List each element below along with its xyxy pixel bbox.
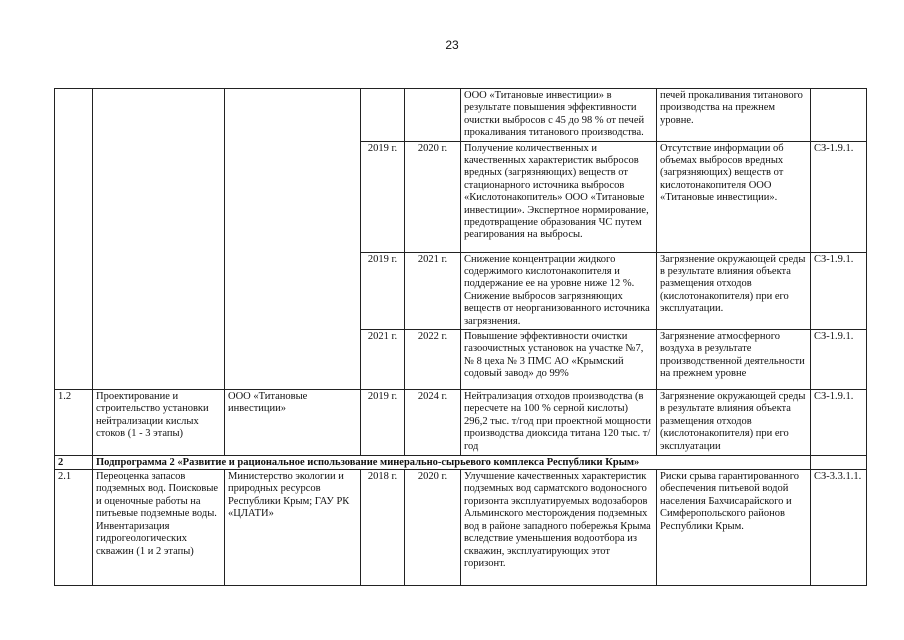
row-description: Улучшение качественных характеристик подземных вод сарматского водоносного горизонта эксплуатируемых водозаборов Альминского месторождения подземных вод в районе западного побережья Крыма вследствие уменьшения водоотбора из скважин, эксплуатирующих этот горизонт.	[461, 470, 657, 586]
row-code: СЗ-3.3.1.1.	[811, 470, 867, 586]
row-end: 2022 г.	[405, 330, 461, 390]
row-num: 1.2	[55, 390, 93, 456]
row-end: 2020 г.	[405, 470, 461, 586]
row-executor	[225, 330, 361, 390]
subprogram-row	[55, 456, 867, 470]
row-executor: ООО «Титановые инвестиции»	[225, 390, 361, 456]
row-start: 2019 г.	[361, 390, 405, 456]
row-executor	[225, 141, 361, 252]
row-risk: печей прокаливания титанового производства на прежнем уровне.	[657, 89, 811, 142]
row-description: Нейтрализация отходов производства (в пересчете на 100 % серной кислоты) 296,2 тыс. т/год при проектной мощности производства диоксида титана 120 тыс. т/год	[461, 390, 657, 456]
row-start: 2019 г.	[361, 252, 405, 329]
row-executor: Министерство экологии и природных ресурсов Республики Крым; ГАУ РК «ЦЛАТИ»	[225, 470, 361, 586]
page-number: 23	[445, 38, 459, 52]
row-start: 2018 г.	[361, 470, 405, 586]
row-start	[361, 89, 405, 142]
row-num	[55, 252, 93, 329]
row-description: ООО «Титановые инвестиции» в результате повышения эффективности очистки выбросов с 45 до 98 % от печей прокаливания титанового производства.	[461, 89, 657, 142]
row-description: Снижение концентрации жидкого содержимого кислотонакопителя и поддержание ее на уровне ниже 12 %. Снижение выбросов загрязняющих веществ от неорганизованного источника загрязнения.	[461, 252, 657, 329]
row-risk: Отсутствие информации об объемах выбросов вредных (загрязняющих) веществ от кислотонакопителя ООО «Титановые инвестиции».	[657, 141, 811, 252]
row-name	[93, 330, 225, 390]
row-executor	[225, 89, 361, 142]
row-end	[405, 89, 461, 142]
row-name	[93, 141, 225, 252]
row-num	[55, 89, 93, 142]
subprogram-num: 2	[55, 456, 93, 470]
row-risk: Загрязнение окружающей среды в результате влияния объекта размещения отходов (кислотонакопителя) при его эксплуатации.	[657, 252, 811, 329]
table-row	[55, 390, 867, 456]
row-start: 2021 г.	[361, 330, 405, 390]
row-executor	[225, 252, 361, 329]
row-end: 2020 г.	[405, 141, 461, 252]
row-num	[55, 141, 93, 252]
table-row	[55, 330, 867, 390]
subprogram-code	[811, 456, 867, 470]
table-row	[55, 470, 867, 586]
row-code: СЗ-1.9.1.	[811, 390, 867, 456]
row-name: Проектирование и строительство установки нейтрализации кислых стоков (1 - 3 этапы)	[93, 390, 225, 456]
row-start: 2019 г.	[361, 141, 405, 252]
row-code: СЗ-1.9.1.	[811, 141, 867, 252]
row-code: СЗ-1.9.1.	[811, 252, 867, 329]
row-code	[811, 89, 867, 142]
row-num	[55, 330, 93, 390]
program-table	[54, 88, 867, 586]
row-risk: Загрязнение атмосферного воздуха в результате производственной деятельности на прежнем уровне	[657, 330, 811, 390]
row-end: 2021 г.	[405, 252, 461, 329]
table-row	[55, 252, 867, 329]
row-risk: Риски срыва гарантированного обеспечения питьевой водой населения Бахчисарайского и Симферопольского районов Республики Крым.	[657, 470, 811, 586]
row-name	[93, 89, 225, 142]
row-num: 2.1	[55, 470, 93, 586]
subprogram-title: Подпрограмма 2 «Развитие и рациональное использование минерально-сырьевого комплекса Республики Крым»	[93, 456, 811, 470]
row-name	[93, 252, 225, 329]
row-description: Получение количественных и качественных характеристик выбросов вредных (загрязняющих) веществ от стационарного источника выбросов «Кислотонакопитель» ООО «Титановые инвестиции». Экспертное нормирование, предотвращение образования ЧС путем реагирования на выбросы.	[461, 141, 657, 252]
row-end: 2024 г.	[405, 390, 461, 456]
row-name: Переоценка запасов подземных вод. Поисковые и оценочные работы на питьевые подземные воды. Инвентаризация гидрогеологических скважин (1 и 2 этапы)	[93, 470, 225, 586]
row-description: Повышение эффективности очистки газоочистных установок на участке №7, № 8 цеха № 3 ПМС АО «Крымский содовый завод» до 99%	[461, 330, 657, 390]
row-risk: Загрязнение окружающей среды в результате влияния объекта размещения отходов (кислотонакопителя) при его эксплуатации	[657, 390, 811, 456]
row-code: СЗ-1.9.1.	[811, 330, 867, 390]
table-row	[55, 141, 867, 252]
table-row	[55, 89, 867, 142]
